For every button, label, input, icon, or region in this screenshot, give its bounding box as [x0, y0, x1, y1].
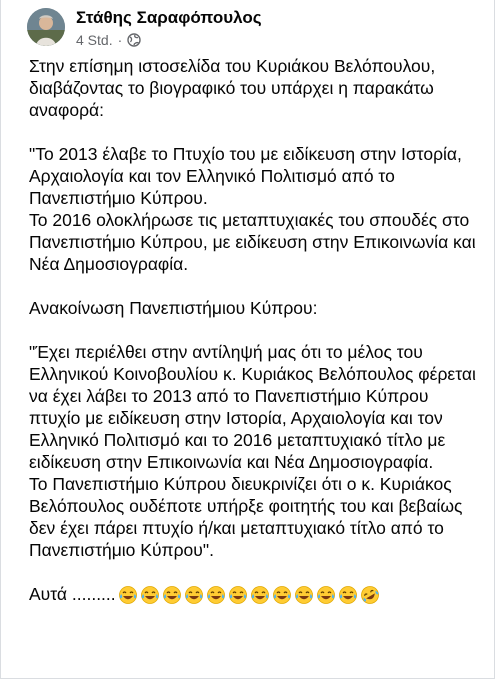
globe-icon[interactable] — [127, 33, 141, 47]
post-paragraph: Ανακοίνωση Πανεπιστήμιου Κύπρου: — [29, 298, 318, 318]
avatar[interactable] — [27, 8, 65, 46]
closing-text: Αυτά ......... — [29, 584, 116, 605]
joy-emoji-icon — [250, 585, 270, 605]
post-closing-line — [29, 583, 481, 605]
post-paragraph: Το Πανεπιστήμιο Κύπρου διευκρινίζει ότι ο κ. Κυριάκος Βελόπουλος ουδέποτε υπήρξε φοιτητής του και βεβαίως δεν έχει πάρει πτυχίο ή/και μεταπτυχιακό τίτλο από το Πανεπιστήμιο Κύπρου". — [29, 474, 463, 560]
emoji-row — [116, 583, 380, 605]
post-paragraph: Στην επίσημη ιστοσελίδα του Κυριάκου Βελόπουλου, διαβάζοντας το βιογραφικό του υπάρχει η παρακάτω αναφορά: — [29, 56, 436, 120]
post-paragraph: "Έχει περιέλθει στην αντίληψή μας ότι το μέλος του Ελληνικού Κοινοβουλίου κ. Κυριάκος Βελόπουλος φέρεται να έχει λάβει το 2013 από το Πανεπιστήμιο Κύπρου πτυχίο με ειδίκευση στην Ιστορία, Αρχαιολογία και τον Ελληνικό Πολιτισμό και το 2016 μεταπτυχιακό τίτλο με ειδίκευση στην Επικοινωνία και Νέα Δημοσιογραφία. — [29, 342, 476, 472]
post-body — [29, 55, 481, 605]
joy-emoji-icon — [118, 585, 138, 605]
post-header — [27, 2, 262, 52]
joy-emoji-icon — [272, 585, 292, 605]
joy-emoji-icon — [206, 585, 226, 605]
post-paragraph: "Το 2013 έλαβε το Πτυχίο του με ειδίκευση στην Ιστορία, Αρχαιολογία και τον Ελληνικό Πολιτισμό από το Πανεπιστήμιο Κύπρου. — [29, 144, 462, 208]
joy-emoji-icon — [294, 585, 314, 605]
rofl-emoji-icon — [360, 585, 380, 605]
post-meta — [76, 31, 262, 49]
author-name[interactable]: Στάθης Σαραφόπουλος — [76, 8, 262, 27]
joy-emoji-icon — [228, 585, 248, 605]
joy-emoji-icon — [184, 585, 204, 605]
joy-emoji-icon — [338, 585, 358, 605]
joy-emoji-icon — [140, 585, 160, 605]
post-paragraph: Το 2016 ολοκλήρωσε τις μεταπτυχιακές του σπουδές στο Πανεπιστήμιο Κύπρου, με ειδίκευση στην Επικοινωνία και Νέα Δημοσιογραφία. — [29, 210, 476, 274]
joy-emoji-icon — [316, 585, 336, 605]
post-time[interactable]: 4 Std. — [76, 32, 113, 48]
joy-emoji-icon — [162, 585, 182, 605]
meta-separator: · — [117, 32, 123, 48]
